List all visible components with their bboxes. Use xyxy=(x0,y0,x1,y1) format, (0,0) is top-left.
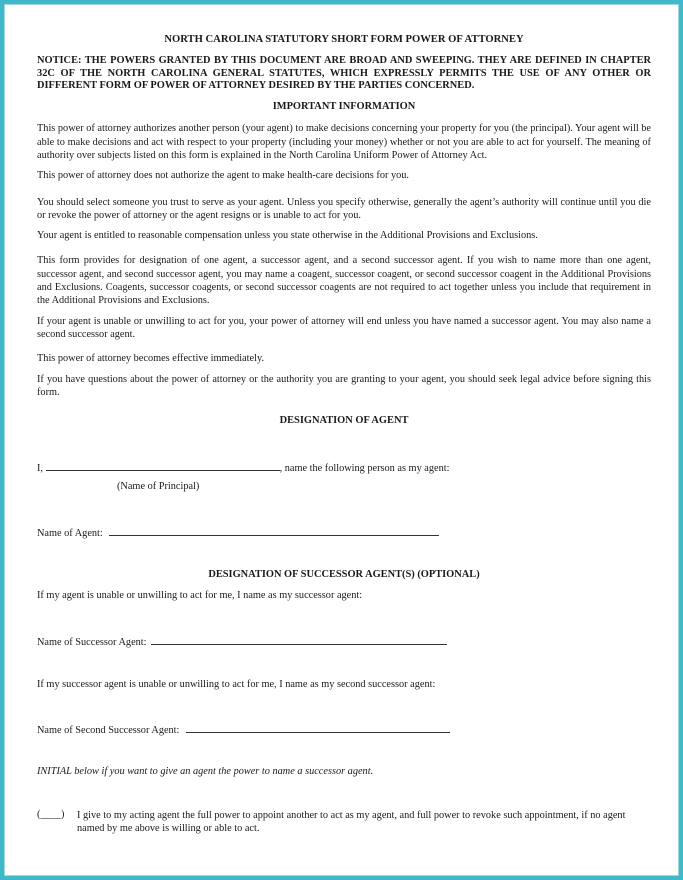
principal-name-field[interactable] xyxy=(46,460,280,471)
document-page xyxy=(4,4,679,876)
info-paragraph: This power of attorney authorizes another person (your agent) to make decisions concerning your property for you (the principal). Your agent will be able to make decisions and act with respect to your property (including your money) whether or not you are able to act for yourself. The meaning of authority over subjects listed on this form is explained in the North Carolina Uniform Power of Attorney Act. xyxy=(37,123,651,161)
important-information-heading: IMPORTANT INFORMATION xyxy=(272,101,416,113)
second-successor-name-field[interactable] xyxy=(186,722,450,733)
initial-blank[interactable]: (____) xyxy=(37,809,65,820)
successor-name-field[interactable] xyxy=(151,634,447,645)
info-paragraph: This power of attorney becomes effective immediately. xyxy=(37,353,265,365)
info-paragraph: This power of attorney does not authorize the agent to make health-care decisions for you. xyxy=(37,170,409,182)
principal-line xyxy=(37,460,449,474)
agent-line xyxy=(37,525,439,539)
notice-paragraph: NOTICE: THE POWERS GRANTED BY THIS DOCUMENT ARE BROAD AND SWEEPING. THEY ARE DEFINED IN CHAPTER 32C OF THE NORTH CAROLINA GENERAL STATUTES, WHICH EXPRESSLY PERMITS THE USE OF ANY OTHER OR DIFFERENT FORM OF POWER OF ATTORNEY DESIRED BY THE PARTIES CONCERNED. xyxy=(37,55,651,92)
info-paragraph: Your agent is entitled to reasonable compensation unless you state otherwise in the Additional Provisions and Exclusions. xyxy=(37,230,538,242)
form-title: NORTH CAROLINA STATUTORY SHORT FORM POWER OF ATTORNEY xyxy=(164,34,524,45)
form-body xyxy=(37,33,651,406)
info-paragraph: This form provides for designation of one agent, a successor agent, and a second successor agent. If you wish to name more than one agent, successor agent, and second successor agent, you may name a coagent, successor coagent, or second successor coagent in the Additional Provisions and Exclusions. Coagents, successor coagents, or second successor coagents are not required to act together unless you include that requirement in the Additional Provisions and Exclusions. xyxy=(37,255,651,307)
initial-note: INITIAL below if you want to give an agent the power to name a successor agent. xyxy=(37,766,374,777)
successor-label: Name of Successor Agent: xyxy=(37,637,147,648)
second-successor-line xyxy=(37,722,450,736)
info-paragraph: If you have questions about the power of attorney or the authority you are granting to your agent, you should seek legal advice before signing this form. xyxy=(37,373,651,398)
agent-name-field[interactable] xyxy=(109,525,439,536)
successor-line xyxy=(37,634,447,648)
designation-heading: DESIGNATION OF AGENT xyxy=(279,415,409,426)
info-paragraph: If your agent is unable or unwilling to act for you, your power of attorney will end unless you have named a successor agent. You may also name a second successor agent. xyxy=(37,315,651,340)
principal-caption: (Name of Principal) xyxy=(117,481,200,492)
info-paragraph: You should select someone you trust to serve as your agent. Unless you specify otherwise, generally the agent’s authority will continue until you die or revoke the power of attorney or the agent resigns or is unable to act for you. xyxy=(37,196,651,221)
i-prefix: I, xyxy=(37,463,44,474)
successor-heading: DESIGNATION OF SUCCESSOR AGENT(S) (OPTIONAL) xyxy=(208,569,480,580)
agent-label: Name of Agent: xyxy=(37,528,103,539)
second-successor-label: Name of Second Successor Agent: xyxy=(37,725,180,736)
i-suffix: , name the following person as my agent: xyxy=(279,463,450,474)
initial-text: I give to my acting agent the full power to appoint another to act as my agent, and full power to revoke such appointment, if no agent named by me above is willing or able to act. xyxy=(77,810,626,835)
successor-intro: If my agent is unable or unwilling to act for me, I name as my successor agent: xyxy=(37,590,363,601)
second-successor-intro: If my successor agent is unable or unwilling to act for me, I name as my second successor agent: xyxy=(37,679,436,690)
